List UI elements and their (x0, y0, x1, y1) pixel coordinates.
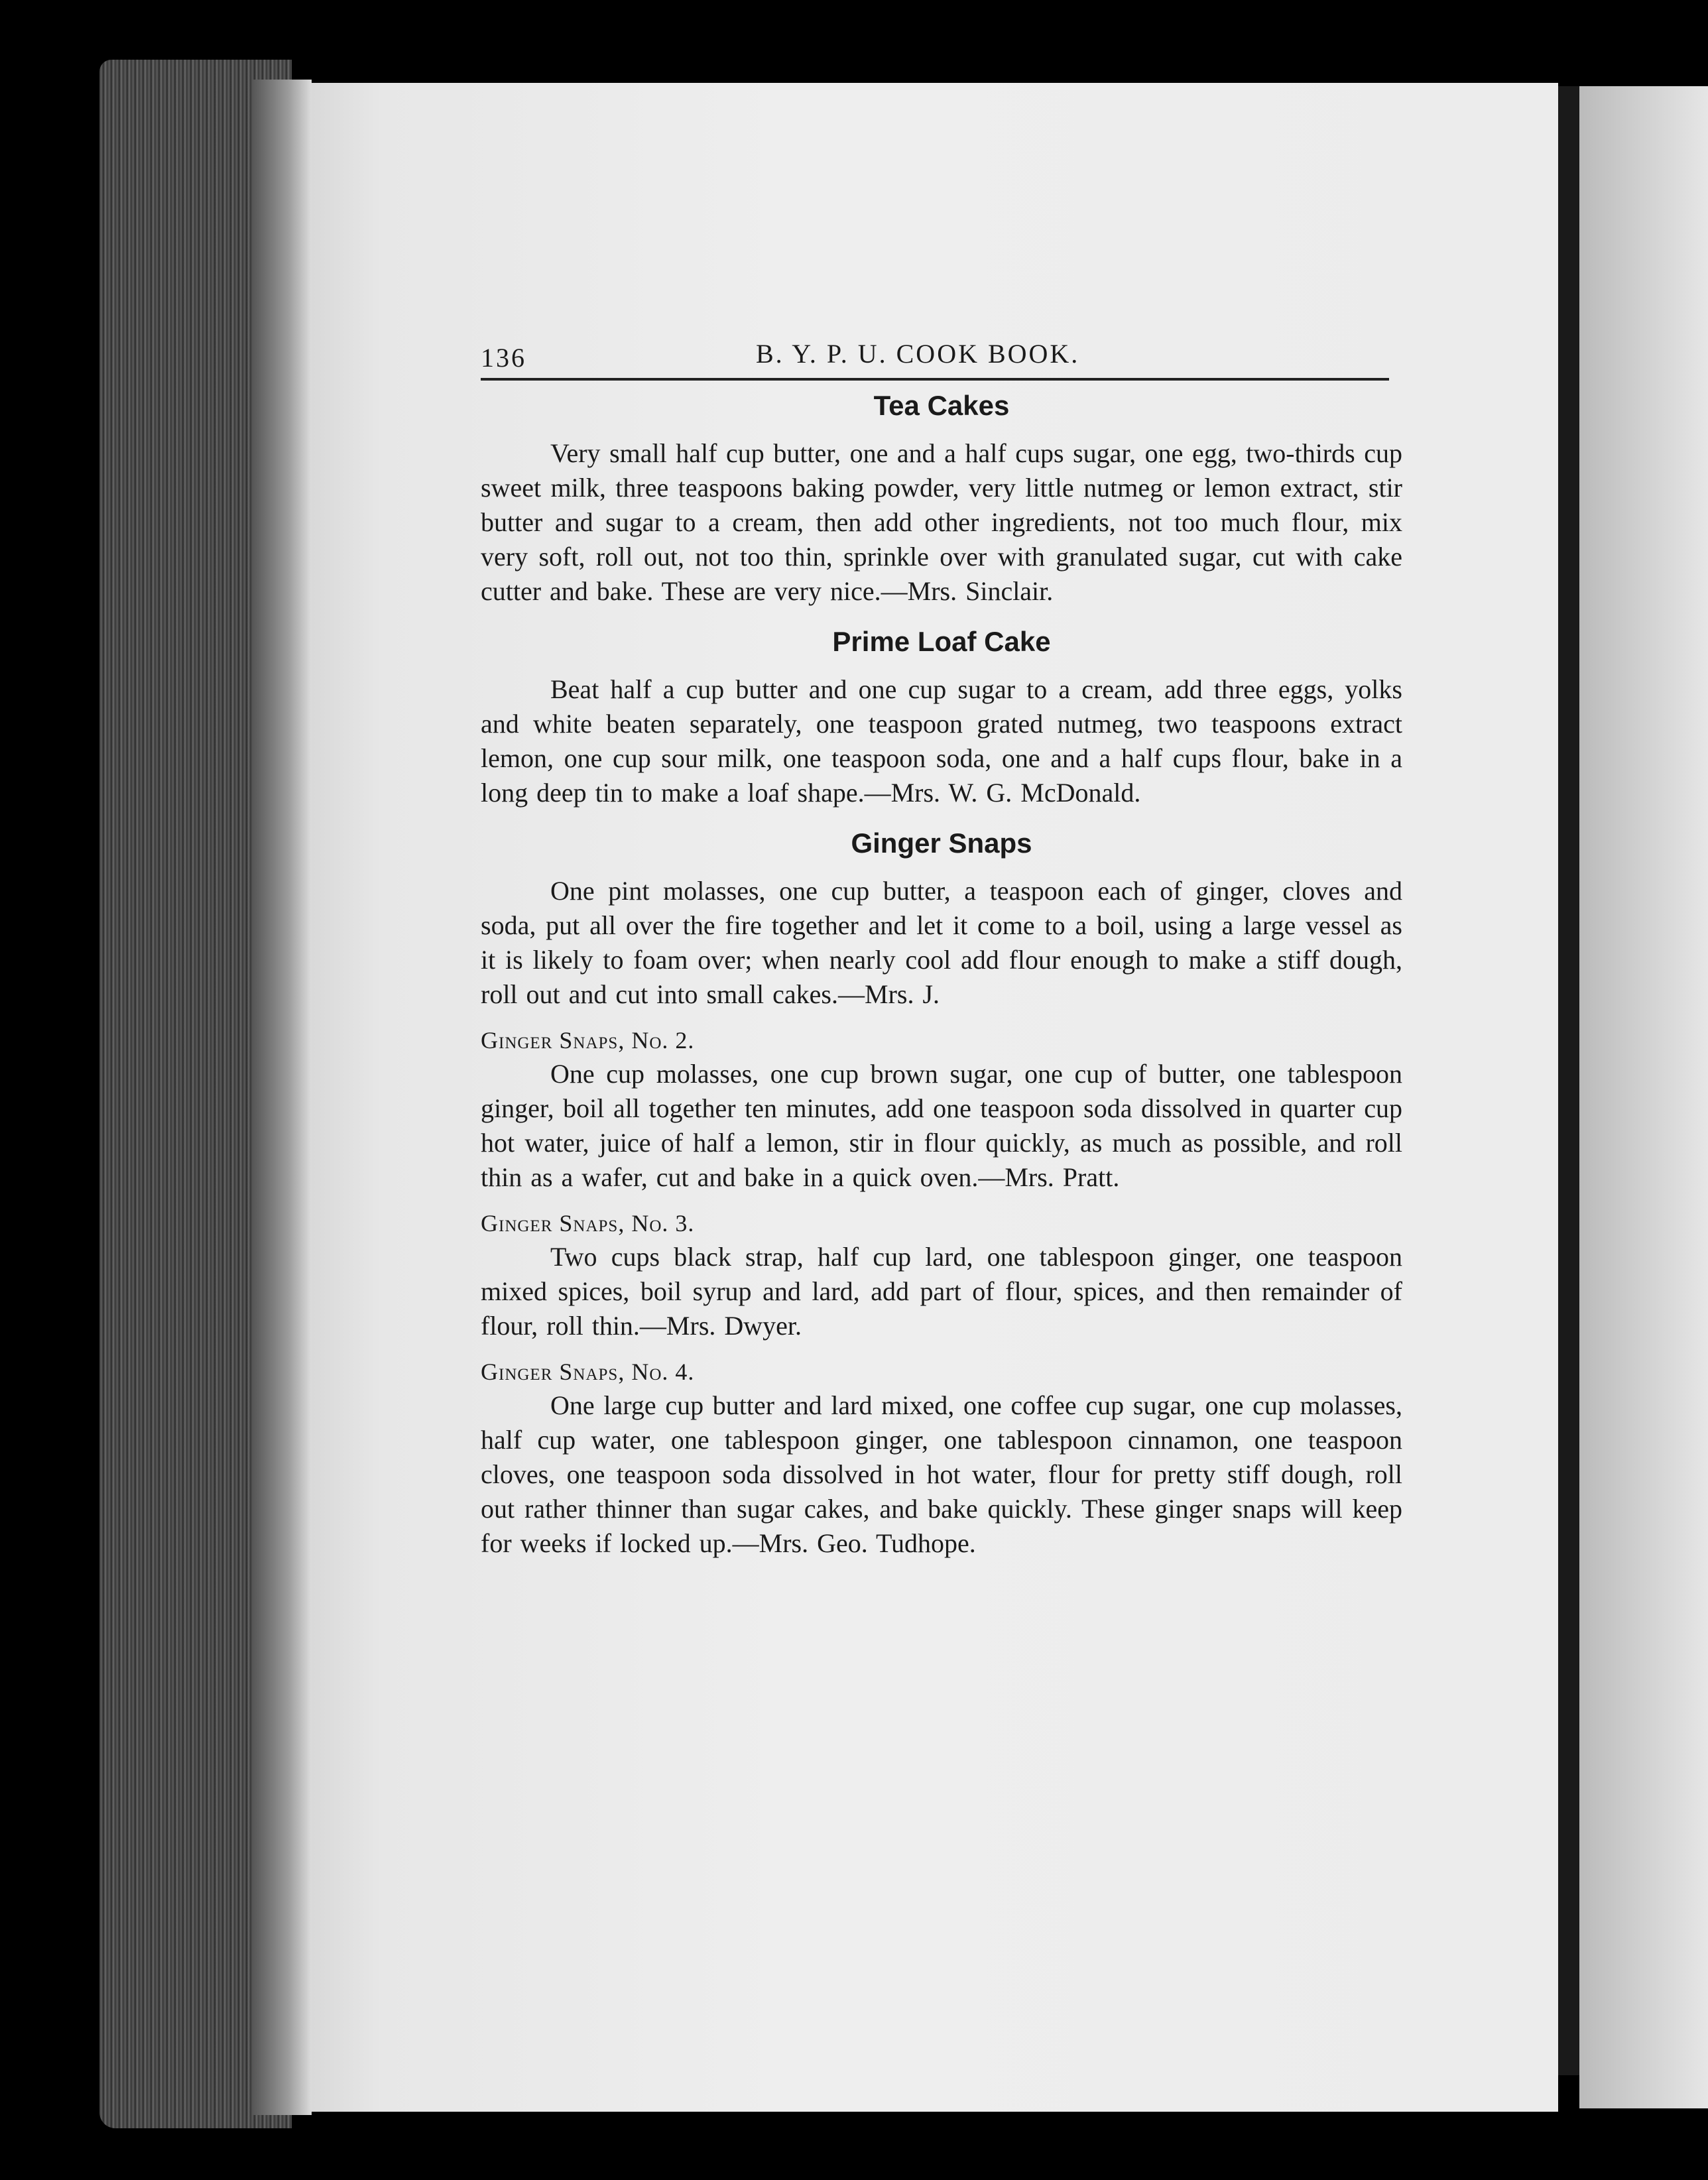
page-number: 136 (481, 343, 526, 373)
book-title: B. Y. P. U. COOK BOOK. (756, 339, 1080, 369)
variant-heading-no-3: Ginger Snaps, No. 3. (481, 1210, 695, 1237)
facing-page-edge (1579, 86, 1708, 2108)
running-head (481, 332, 1402, 378)
variant-body-no-3: Two cups black strap, half cup lard, one tablespoon ginger, one teaspoon mixed spices, boil syrup and lard, add part of flour, spices, and then remainder of flour, roll thin.—Mrs. Dwyer. (481, 1242, 1402, 1341)
recipe-body-ginger-snaps: One pint molasses, one cup butter, a teaspoon each of ginger, cloves and soda, put all over the fire together and let it come to a boil, using a large vessel as it is likely to foam over; when nearly cool add flour enough to make a stiff dough, roll out and cut into small cakes.—Mrs. J. (481, 876, 1402, 1009)
gutter-shadow (252, 80, 312, 2115)
variant-body-no-4: One large cup butter and lard mixed, one coffee cup sugar, one cup molasses, half cup water, one tablespoon ginger, one tablespoon cinnamon, one teaspoon cloves, one teaspoon soda dissolved in hot water, flour for pretty stiff dough, roll out rather thinner than sugar cakes, and bake quickly. These ginger snaps will keep for weeks if locked up.—Mrs. Geo. Tudhope. (481, 1390, 1402, 1558)
variant-body-no-2: One cup molasses, one cup brown sugar, one cup of butter, one tablespoon ginger, boil all together ten minutes, add one teaspoon soda dissolved in quarter cup hot water, juice of half a lemon, stir in flour quickly, as much as possible, and roll thin as a wafer, cut and bake in a quick oven.—Mrs. Pratt. (481, 1059, 1402, 1192)
book-spine (1558, 86, 1579, 2075)
variant-heading-no-4: Ginger Snaps, No. 4. (481, 1359, 695, 1385)
recipe-title-prime-loaf-cake: Prime Loaf Cake (832, 626, 1051, 657)
recipe-title-ginger-snaps: Ginger Snaps (851, 827, 1032, 859)
page-content (481, 332, 1402, 1567)
recipe-title-tea-cakes: Tea Cakes (873, 390, 1010, 421)
header-rule (481, 378, 1389, 381)
variant-heading-no-2: Ginger Snaps, No. 2. (481, 1027, 695, 1054)
recipe-body-tea-cakes: Very small half cup butter, one and a half cups sugar, one egg, two-thirds cup sweet milk, three teaspoons baking powder, very little nutmeg or lemon extract, stir butter and sugar to a cream, then add other ingredients, not too much flour, mix very soft, roll out, not too thin, sprinkle over with granulated sugar, cut with cake cutter and bake. These are very nice.—Mrs. Sinclair. (481, 438, 1402, 606)
recipe-body-prime-loaf-cake: Beat half a cup butter and one cup sugar to a cream, add three eggs, yolks and white beaten separately, one teaspoon grated nutmeg, two teaspoons extract lemon, one cup sour milk, one teaspoon soda, one and a half cups flour, bake in a long deep tin to make a loaf shape.—Mrs. W. G. McDonald. (481, 674, 1402, 808)
